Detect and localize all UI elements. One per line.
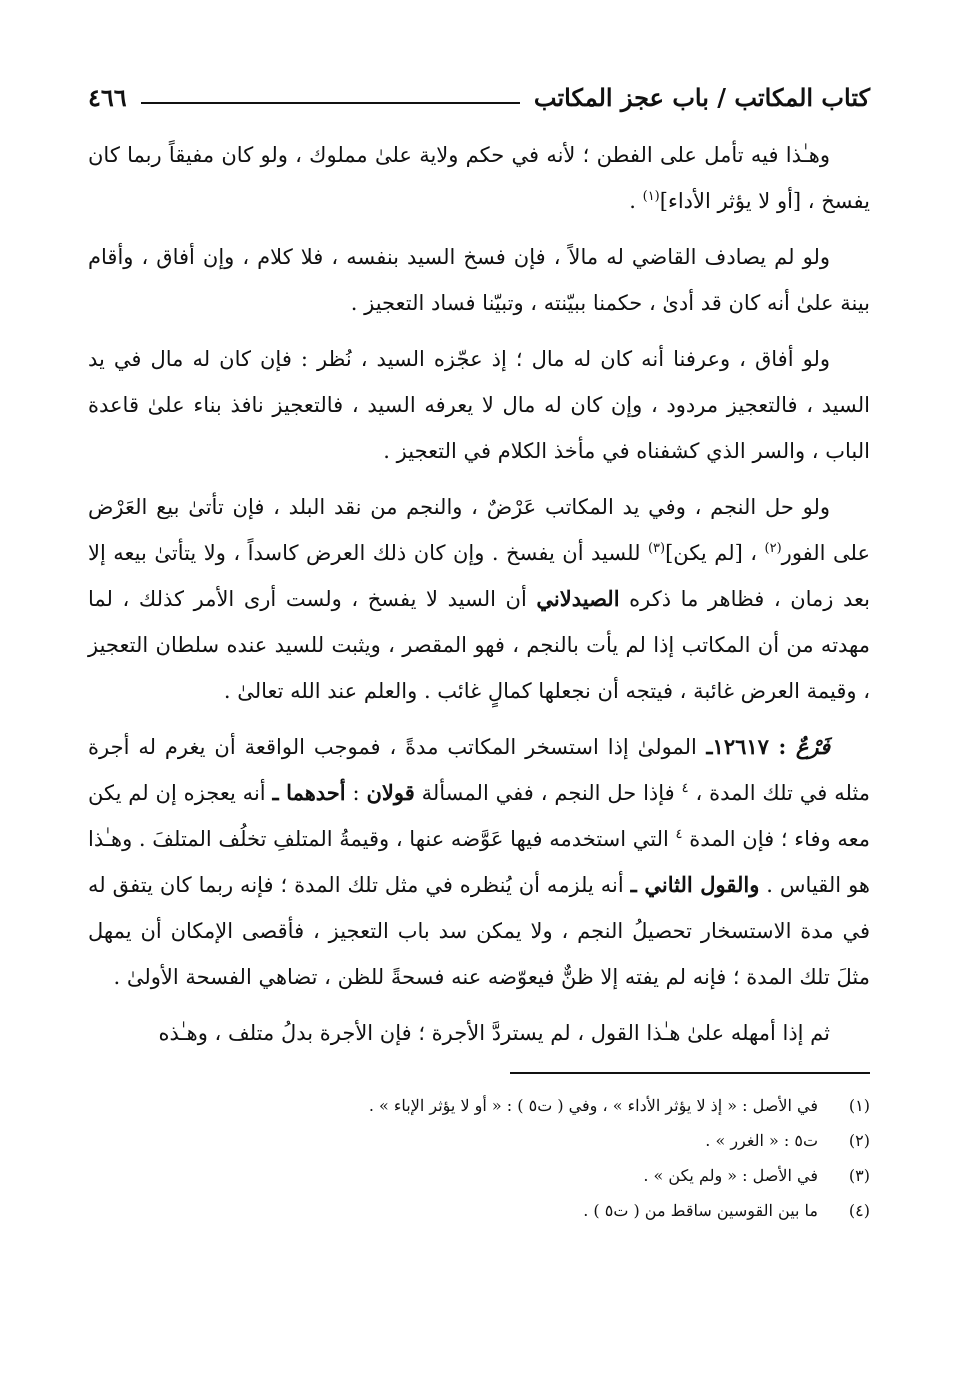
- footnote-4-number: (٤): [848, 1201, 870, 1220]
- running-title: كتاب المكاتب / باب عجز المكاتب: [533, 83, 870, 112]
- page-header: [88, 70, 870, 112]
- paragraph-4-part-c: للسيد أن يفسخ . وإن كان ذلك العرض كاسداً ، ولا يتأتىٰ بيعه إلا بعد زمان ، فظاهر ما ذكره: [88, 541, 870, 611]
- footnote-divider: [510, 1072, 870, 1074]
- page-number: ٤٦٦: [88, 83, 127, 112]
- paragraph-5-part-d: أنه يعجزه إن لم يكن معه وفاء ؛ فإن المدة: [88, 781, 870, 851]
- body-text: [88, 132, 870, 1056]
- paragraph-4: [88, 484, 870, 714]
- issue-number: : ١٢٦١٧ـ: [696, 734, 796, 759]
- paragraph-4-part-d: أن السيد لا يفسخ ، ولست أرى الأمر كذلك ، لما مهدته من أن المكاتب إذا لم يأت بالنجم ، فهو المقصر ، ويثبت للسيد عنده سلطان التعجيز ، وقيمة العرض غائبة ، فيتجه أن نجعلها كمالٍ غائب . والعلم عند الله تعالىٰ .: [88, 587, 870, 703]
- footnotes: [88, 1088, 870, 1228]
- paragraph-2: ولو لم يصادف القاضي له مالاً ، فإن فسخ السيد بنفسه ، فلا كلام ، وإن أفاق ، وأقام بينة علىٰ أنه كان قد أدىٰ ، حكمنا ببيّنته ، وتبيّنا فساد التعجيز .: [88, 245, 870, 315]
- footnote-ref-4-open[interactable]: ٤: [681, 781, 689, 796]
- footnote-ref-2[interactable]: (٢): [764, 541, 782, 556]
- second-opinion-label: والقول الثاني ـ: [630, 872, 760, 897]
- paragraph-1-tail: .: [629, 189, 643, 213]
- footnote-4: [88, 1193, 870, 1228]
- footnote-ref-3[interactable]: (٣): [647, 541, 666, 556]
- qawlan-term: قولان: [366, 780, 415, 805]
- paragraph-5: [88, 724, 870, 1000]
- paragraph-1: [88, 132, 870, 224]
- paragraph-5-part-c: :: [345, 781, 367, 805]
- far-label: فَرْعٌ: [795, 734, 831, 759]
- paragraph-5-part-b: فإذا حل النجم ، ففي المسألة: [414, 781, 682, 805]
- footnote-2-text: ت٥ : « الغرر » .: [705, 1131, 818, 1150]
- paragraph-5-part-a: المولىٰ إذا استسخر المكاتب مدةً ، فموجب الواقعة أن يغرم له أجرة مثله في تلك المدة ،: [88, 735, 870, 805]
- paragraph-6: ثم إذا أمهله علىٰ هـٰذا القول ، لم يستردَّ الأجرة ؛ فإن الأجرة بدلُ متلف ، وهـٰذه: [158, 1021, 830, 1045]
- footnote-ref-4-close[interactable]: ٤: [675, 827, 683, 842]
- footnote-3-number: (٣): [848, 1166, 870, 1185]
- footnote-2-number: (٢): [848, 1131, 870, 1150]
- paragraph-4-part-a: ولو حل النجم ، وفي يد المكاتب عَرْضٌ ، والنجم من نقد البلد ، فإن تأتىٰ بيع العَرْض على الفور: [88, 495, 870, 565]
- book-page: [88, 70, 870, 1228]
- footnote-ref-1[interactable]: (١): [642, 189, 660, 204]
- paragraph-5-part-f: أنه يلزمه أن يُنظره في مثل تلك المدة ؛ فإنه ربما كان يتفق له في مدة الاستسخار تحصيلُ النجم ، ولا يمكن سد باب التعجيز ، فأقصى الإمكان أن يمهل مثلَ تلك المدة ؛ فإنه لم يفته إلا ظنٌّ فيعوّضه عنه فسحةً للظن ، تضاهي الفسحة الأولىٰ .: [88, 873, 870, 989]
- footnote-1-number: (١): [848, 1096, 870, 1115]
- paragraph-4-part-b: ، [لم يكن]: [665, 541, 765, 565]
- footnote-4-text: ما بين القوسين ساقط من ( ت٥ ) .: [583, 1201, 818, 1220]
- footnote-2: [88, 1123, 870, 1158]
- scholar-name: الصيدلاني: [536, 586, 620, 611]
- paragraph-5-part-e: التي استخدمه فيها عَوَّضه عنها ، وقيمةُ المتلفِ تخلُف المتلفَ . وهـٰذا هو القياس .: [88, 827, 870, 897]
- paragraph-3: ولو أفاق ، وعرفنا أنه كان له مال ؛ إذ عجّزه السيد ، نُظر : فإن كان له مال في يد السيد ، فالتعجيز مردود ، وإن كان له مال لا يعرفه السيد ، فالتعجيز نافذ بناء علىٰ قاعدة الباب ، والسر الذي كشفناه في مأخذ الكلام في التعجيز .: [88, 347, 870, 463]
- header-rule: [141, 102, 520, 104]
- footnote-3-text: في الأصل : « ولم يكن » .: [643, 1166, 818, 1185]
- footnote-3: [88, 1158, 870, 1193]
- paragraph-1-text: وهـٰذا فيه تأمل على الفطن ؛ لأنه في حكم ولاية علىٰ مملوك ، ولو كان مفيقاً ربما كان يفسخ ، [أو لا يؤثر الأداء]: [88, 143, 870, 213]
- footnote-1: [88, 1088, 870, 1123]
- footnote-1-text: في الأصل : « إذ لا يؤثر الأداء » ، وفي ( ت٥ ) : « أو لا يؤثر الإباء » .: [368, 1096, 818, 1115]
- first-opinion-label: أحدهما ـ: [272, 780, 346, 805]
